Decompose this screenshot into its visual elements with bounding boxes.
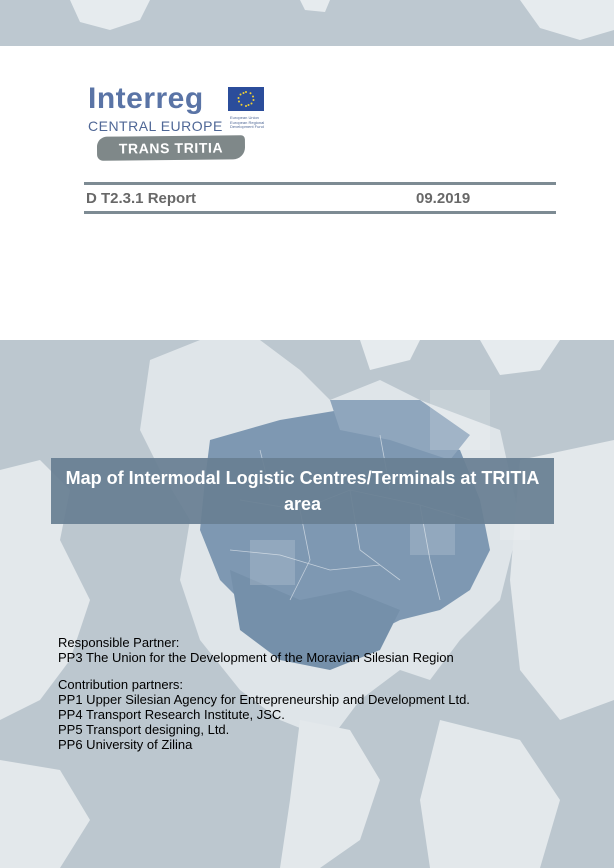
document-title-text: Map of Intermodal Logistic Centres/Terminals at TRITIA area: [65, 468, 540, 514]
report-code: D T2.3.1 Report: [86, 190, 197, 207]
eu-fund-label: European Union European Regional Development Fund: [230, 115, 265, 129]
contribution-partner: PP1 Upper Silesian Agency for Entrepreneurship and Development Ltd.: [58, 692, 470, 707]
top-rule: [84, 182, 556, 185]
contribution-heading: Contribution partners:: [58, 677, 184, 692]
eu-flag-icon: [228, 87, 264, 111]
responsible-heading: Responsible Partner:: [58, 635, 180, 650]
map-background-top: [0, 0, 614, 46]
bottom-rule: [84, 211, 556, 214]
report-date: 09.2019: [416, 190, 471, 207]
report-header: [86, 190, 556, 208]
map-background: [0, 340, 614, 868]
interreg-logo: [88, 84, 268, 162]
document-title: [51, 458, 554, 524]
contribution-partner: PP5 Transport designing, Ltd.: [58, 722, 230, 737]
logo-program: CENTRAL EUROPE: [88, 118, 223, 134]
project-badge: TRANS TRITIA: [97, 135, 245, 161]
partners-block: [58, 635, 558, 752]
logo-brand: Interreg: [88, 82, 204, 115]
contribution-partner: PP6 University of Zilina: [58, 737, 193, 752]
contribution-partner: PP4 Transport Research Institute, JSC.: [58, 707, 285, 722]
responsible-partner: PP3 The Union for the Development of the Moravian Silesian Region: [58, 650, 454, 665]
